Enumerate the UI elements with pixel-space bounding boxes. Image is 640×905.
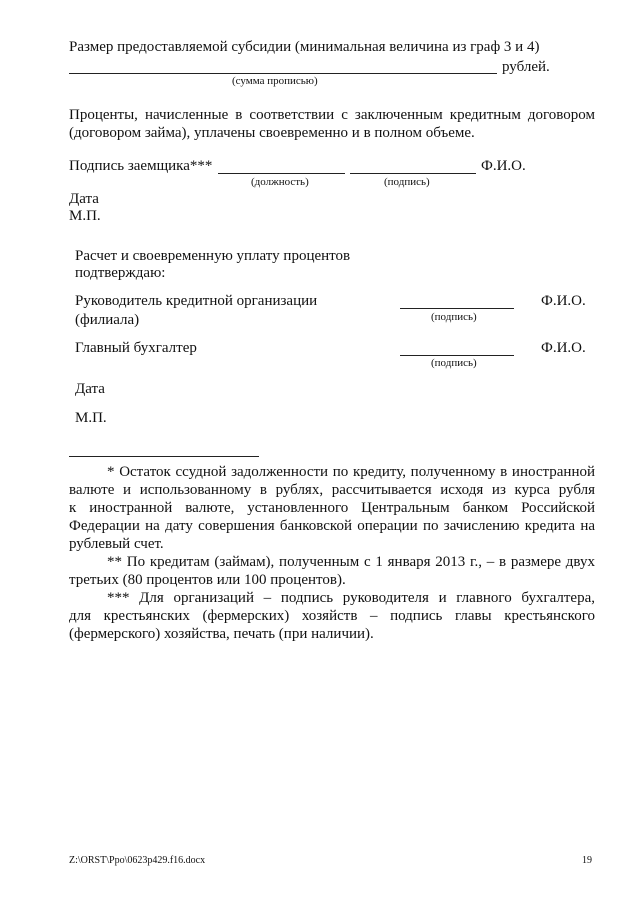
footnote-line: ** По кредитам (займам), полученным с 1 января 2013 г., – в размере двух [107,554,595,570]
subsidy-amount-line [69,73,497,74]
footnote-line: *** Для организаций – подпись руководителя и главного бухгалтера, [107,590,595,606]
chief-accountant-label: Главный бухгалтер [75,340,197,356]
borrower-position-line [218,173,345,174]
bank-head-signature-caption: (подпись) [431,311,477,323]
chief-accountant-fio: Ф.И.О. [541,340,586,356]
confirmation-text: Расчет и своевременную уплату процентов [75,248,351,264]
borrower-signature-line [350,173,476,174]
interest-statement [69,106,595,142]
footnote-line: * Остаток ссудной задолженности по кредиту, полученному в иностранной [107,464,595,480]
borrower-date-label: Дата [69,191,99,207]
bank-head-fio: Ф.И.О. [541,293,586,309]
footnote-separator [69,456,259,457]
subsidy-amount-caption: (сумма прописью) [232,75,318,87]
footnote-1 [69,463,595,553]
bank-head-signature-line [400,308,514,309]
footnote-line: рублевый счет. [69,536,164,552]
borrower-signature-label: Подпись заемщика*** [69,158,213,174]
footnote-line: (фермерского) хозяйства, печать (при наличии). [69,626,374,642]
borrower-position-caption: (должность) [251,176,309,188]
footer-file-path: Z:\ORST\Ppo\0623p429.f16.docx [69,855,206,866]
chief-accountant-signature-caption: (подпись) [431,357,477,369]
borrower-fio: Ф.И.О. [481,158,526,174]
bank-date-label: Дата [75,381,105,397]
subsidy-currency: рублей. [502,59,550,75]
footnote-line: Федерации на дату совершения банковской операции по зачислению кредита на [69,518,595,534]
chief-accountant-signature-line [400,355,514,356]
interest-statement-line: Проценты, начисленные в соответствии с заключенным кредитным договором [69,107,595,123]
footnote-3 [69,589,595,643]
footnote-line: валюте и использованному в рублях, рассчитывается исходя из курса рубля [69,482,595,498]
footer-page-number: 19 [582,855,592,866]
bank-stamp-label: М.П. [75,410,107,426]
bank-head-label: Руководитель кредитной организации [75,293,318,309]
borrower-signature-caption: (подпись) [384,176,430,188]
interest-statement-line: (договором займа), уплачены своевременно и в полном объеме. [69,125,475,141]
bank-head-label: (филиала) [75,312,140,328]
footnote-2 [69,553,595,589]
footnote-line: третьих (80 процентов или 100 процентов). [69,572,346,588]
borrower-stamp-label: М.П. [69,208,101,224]
confirmation-text: подтверждаю: [75,265,166,281]
footnote-line: к иностранной валюте, установленного Центральным банком Российской [69,500,595,516]
subsidy-heading: Размер предоставляемой субсидии (минимальная величина из граф 3 и 4) [69,39,540,55]
footnote-line: для крестьянских (фермерских) хозяйств – подпись главы крестьянского [69,608,595,624]
